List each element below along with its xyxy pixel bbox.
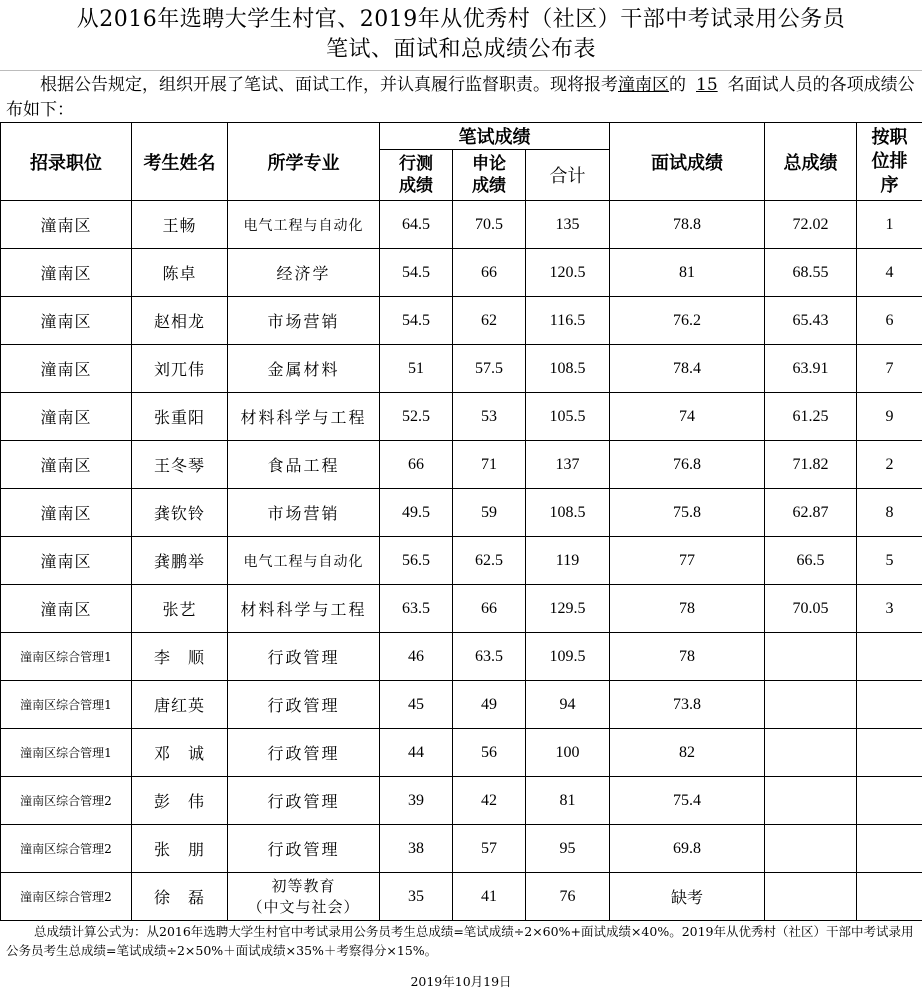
cell-position: 潼南区 [1,345,132,393]
cell-xingce: 52.5 [380,393,453,441]
table-row [1,633,922,681]
table-row [1,441,922,489]
cell-major: 金属材料 [228,345,380,393]
header-xingce [380,150,453,201]
table-row [1,729,922,777]
cell-written-sum: 100 [526,729,610,777]
cell-major: 行政管理 [228,681,380,729]
formula-note [6,922,918,960]
header-xingce-text: 行测成绩 [399,154,433,196]
cell-rank [857,777,922,825]
cell-shenlun: 71 [453,441,526,489]
header-written: 笔试成绩 [380,123,610,150]
cell-xingce: 63.5 [380,585,453,633]
cell-position: 潼南区 [1,489,132,537]
header-sum: 合计 [526,150,610,201]
table-row [1,825,922,873]
cell-total: 72.02 [765,201,857,249]
cell-xingce: 56.5 [380,537,453,585]
cell-written-sum: 129.5 [526,585,610,633]
cell-shenlun: 49 [453,681,526,729]
cell-major: 行政管理 [228,825,380,873]
cell-major [228,873,380,921]
cell-total: 70.05 [765,585,857,633]
cell-written-sum: 76 [526,873,610,921]
table-row [1,249,922,297]
table-row [1,201,922,249]
cell-name: 王冬琴 [132,441,228,489]
cell-rank: 3 [857,585,922,633]
cell-written-sum: 108.5 [526,345,610,393]
cell-written-sum: 81 [526,777,610,825]
cell-rank [857,681,922,729]
table-row [1,297,922,345]
cell-name: 龚鹏举 [132,537,228,585]
cell-position: 潼南区综合管理1 [1,633,132,681]
cell-name: 赵相龙 [132,297,228,345]
cell-xingce: 64.5 [380,201,453,249]
cell-total: 63.91 [765,345,857,393]
cell-total: 71.82 [765,441,857,489]
cell-rank: 2 [857,441,922,489]
intro-text-2: 的 [669,75,686,95]
cell-shenlun: 59 [453,489,526,537]
cell-written-sum: 108.5 [526,489,610,537]
cell-total [765,777,857,825]
cell-shenlun: 57.5 [453,345,526,393]
intro-count: 15 [696,75,718,95]
cell-name: 陈卓 [132,249,228,297]
table-row [1,681,922,729]
cell-total [765,681,857,729]
cell-interview: 缺考 [610,873,765,921]
cell-interview: 69.8 [610,825,765,873]
cell-written-sum: 137 [526,441,610,489]
cell-name: 唐红英 [132,681,228,729]
cell-rank: 7 [857,345,922,393]
cell-shenlun: 66 [453,585,526,633]
cell-position: 潼南区 [1,537,132,585]
cell-interview: 74 [610,393,765,441]
cell-position: 潼南区 [1,393,132,441]
header-name: 考生姓名 [132,123,228,201]
cell-xingce: 45 [380,681,453,729]
cell-rank: 4 [857,249,922,297]
cell-written-sum: 120.5 [526,249,610,297]
header-interview: 面试成绩 [610,123,765,201]
cell-xingce: 51 [380,345,453,393]
cell-total [765,729,857,777]
cell-position: 潼南区综合管理1 [1,729,132,777]
cell-shenlun: 70.5 [453,201,526,249]
cell-interview: 78 [610,585,765,633]
cell-shenlun: 62.5 [453,537,526,585]
header-shenlun-text: 申论成绩 [472,154,506,196]
title-divider [0,70,922,71]
cell-shenlun: 42 [453,777,526,825]
scores-table [0,122,922,921]
cell-name: 张重阳 [132,393,228,441]
cell-major-line: 初等教育 [271,876,336,895]
cell-shenlun: 53 [453,393,526,441]
cell-interview: 78.8 [610,201,765,249]
cell-major: 材料科学与工程 [228,393,380,441]
cell-major: 电气工程与自动化 [228,537,380,585]
cell-xingce: 66 [380,441,453,489]
cell-rank: 5 [857,537,922,585]
cell-rank [857,873,922,921]
cell-major: 行政管理 [228,633,380,681]
cell-name: 邓 诚 [132,729,228,777]
cell-interview: 77 [610,537,765,585]
cell-interview: 81 [610,249,765,297]
cell-rank [857,729,922,777]
cell-interview: 75.4 [610,777,765,825]
header-rank-text: 按职位排序 [871,126,908,196]
cell-major: 市场营销 [228,489,380,537]
cell-total: 66.5 [765,537,857,585]
cell-xingce: 54.5 [380,249,453,297]
cell-position: 潼南区 [1,201,132,249]
cell-written-sum: 95 [526,825,610,873]
cell-major: 食品工程 [228,441,380,489]
cell-name: 张 朋 [132,825,228,873]
cell-interview: 78.4 [610,345,765,393]
cell-rank [857,633,922,681]
cell-name: 王畅 [132,201,228,249]
table-row [1,777,922,825]
intro-text-1: 根据公告规定，组织开展了笔试、面试工作，并认真履行监督职责。现将报考 [40,75,618,95]
cell-total [765,633,857,681]
cell-major: 经济学 [228,249,380,297]
cell-total [765,873,857,921]
cell-xingce: 54.5 [380,297,453,345]
cell-position: 潼南区 [1,297,132,345]
cell-total: 68.55 [765,249,857,297]
cell-interview: 76.8 [610,441,765,489]
formula-text: 总成绩计算公式为：从2016年选聘大学生村官中考试录用公务员考生总成绩=笔试成绩÷2×60%+面试成绩×40%。2019年从优秀村（社区）干部中考试录用公务员考生总成绩=笔试成绩÷2×50%＋面试成绩×35%＋考察得分×15%。 [6,924,914,958]
cell-written-sum: 94 [526,681,610,729]
cell-shenlun: 62 [453,297,526,345]
cell-position: 潼南区 [1,585,132,633]
cell-total [765,825,857,873]
cell-major-line: （中文与社会） [247,897,360,916]
cell-shenlun: 41 [453,873,526,921]
cell-interview: 82 [610,729,765,777]
cell-position: 潼南区综合管理2 [1,873,132,921]
page-title-line1: 从2016年选聘大学生村官、2019年从优秀村（社区）干部中考试录用公务员 [76,7,846,32]
cell-xingce: 46 [380,633,453,681]
cell-major: 行政管理 [228,729,380,777]
cell-xingce: 49.5 [380,489,453,537]
cell-name: 李 顺 [132,633,228,681]
cell-position: 潼南区 [1,441,132,489]
cell-rank: 6 [857,297,922,345]
table-row [1,873,922,921]
cell-major: 行政管理 [228,777,380,825]
cell-interview: 76.2 [610,297,765,345]
publish-date: 2019年10月19日 [410,974,512,989]
cell-rank: 9 [857,393,922,441]
table-row [1,489,922,537]
cell-position: 潼南区综合管理1 [1,681,132,729]
cell-shenlun: 63.5 [453,633,526,681]
cell-total: 61.25 [765,393,857,441]
cell-xingce: 35 [380,873,453,921]
cell-rank [857,825,922,873]
header-rank [857,123,922,201]
cell-shenlun: 57 [453,825,526,873]
header-position: 招录职位 [1,123,132,201]
cell-name: 张艺 [132,585,228,633]
cell-major: 电气工程与自动化 [228,201,380,249]
cell-shenlun: 56 [453,729,526,777]
header-major: 所学专业 [228,123,380,201]
cell-interview: 75.8 [610,489,765,537]
cell-written-sum: 135 [526,201,610,249]
page-title-line2: 笔试、面试和总成绩公布表 [325,37,596,62]
table-row [1,585,922,633]
cell-written-sum: 109.5 [526,633,610,681]
cell-interview: 73.8 [610,681,765,729]
cell-major: 材料科学与工程 [228,585,380,633]
header-total: 总成绩 [765,123,857,201]
cell-total: 62.87 [765,489,857,537]
cell-xingce: 39 [380,777,453,825]
cell-interview: 78 [610,633,765,681]
cell-rank: 1 [857,201,922,249]
cell-written-sum: 105.5 [526,393,610,441]
header-row-1 [1,123,922,150]
cell-total: 65.43 [765,297,857,345]
table-row [1,537,922,585]
table-row [1,393,922,441]
table-row [1,345,922,393]
cell-name: 龚钦铃 [132,489,228,537]
cell-shenlun: 66 [453,249,526,297]
cell-position: 潼南区 [1,249,132,297]
cell-xingce: 38 [380,825,453,873]
intro-text-3: 名面试人员的各项成绩公布如下： [6,75,915,120]
cell-name: 徐 磊 [132,873,228,921]
cell-written-sum: 119 [526,537,610,585]
cell-xingce: 44 [380,729,453,777]
cell-name: 刘兀伟 [132,345,228,393]
cell-rank: 8 [857,489,922,537]
header-shenlun [453,150,526,201]
cell-major: 市场营销 [228,297,380,345]
intro-paragraph [6,73,918,123]
cell-position: 潼南区综合管理2 [1,825,132,873]
cell-position: 潼南区综合管理2 [1,777,132,825]
intro-district: 潼南区 [618,75,669,95]
cell-name: 彭 伟 [132,777,228,825]
cell-written-sum: 116.5 [526,297,610,345]
